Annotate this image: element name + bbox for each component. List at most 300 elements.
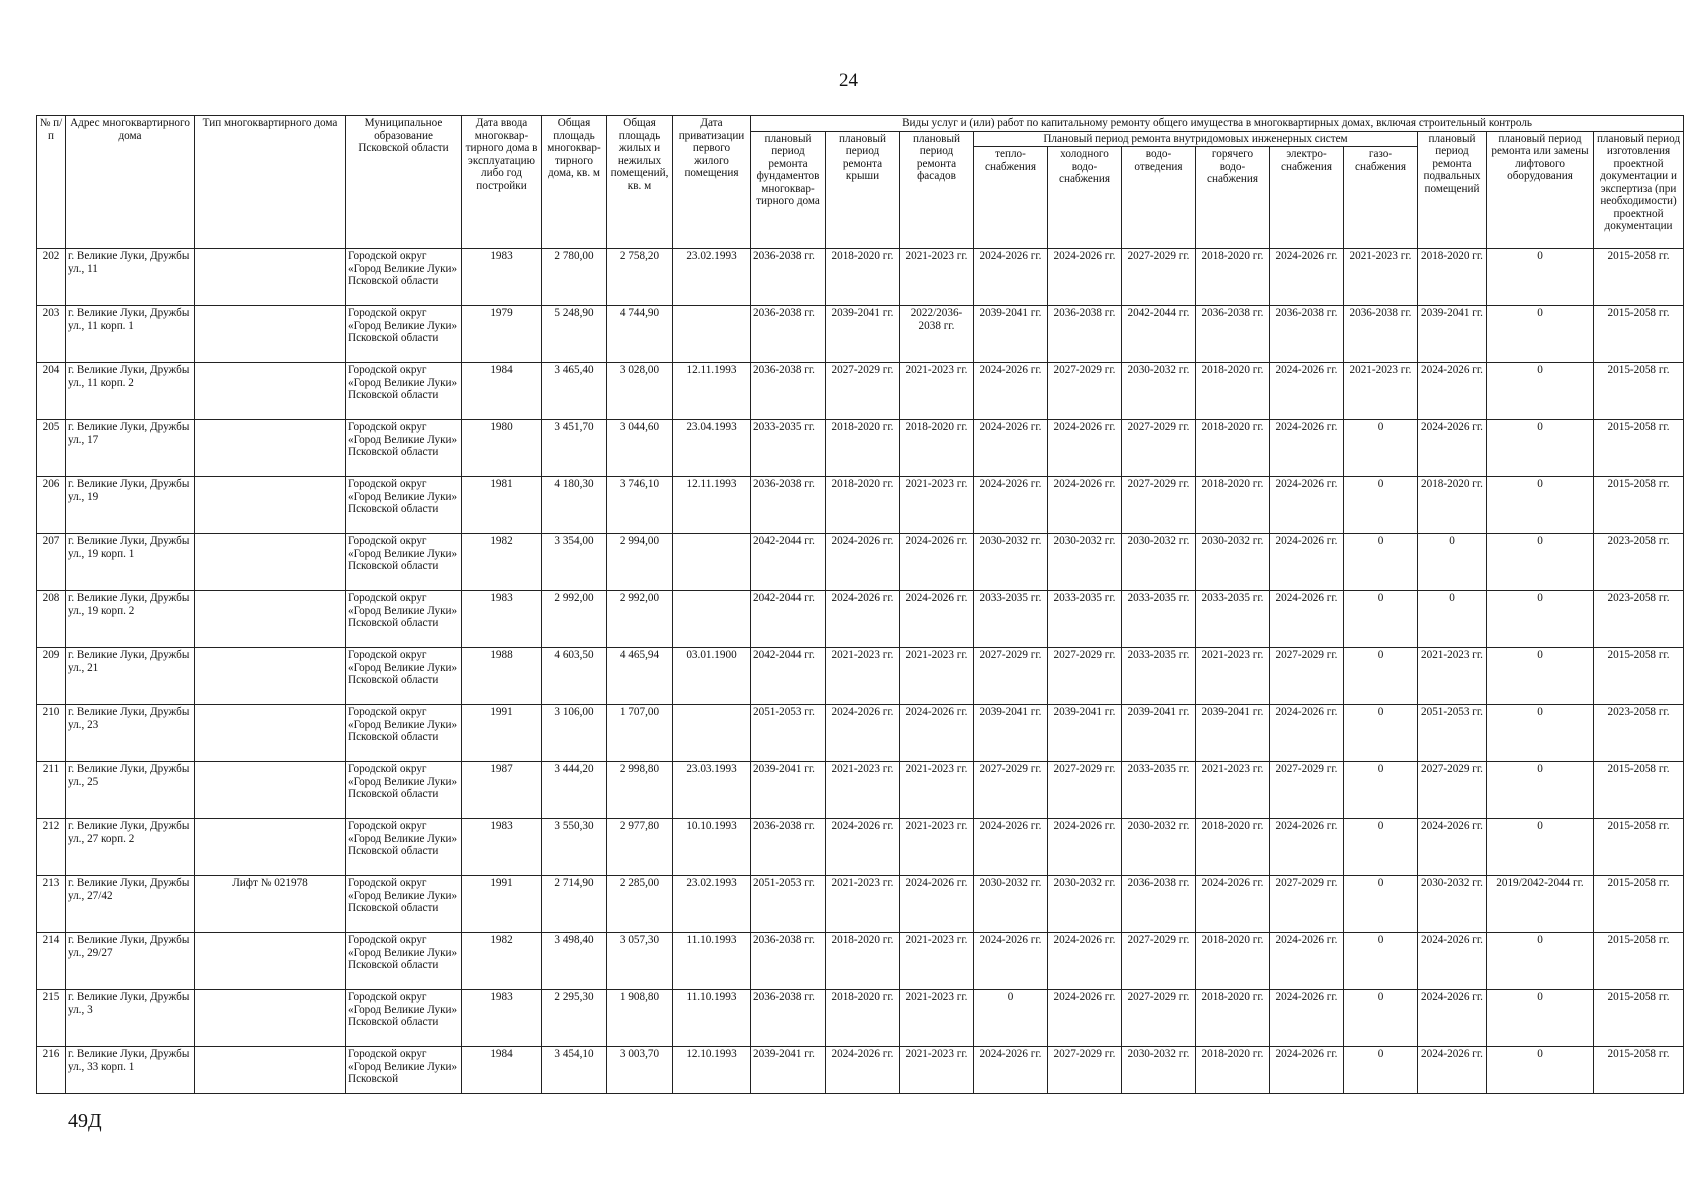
gas-cell: 0 — [1344, 990, 1418, 1047]
gas-cell: 2021-2023 гг. — [1344, 249, 1418, 306]
hot-water-cell: 2018-2020 гг. — [1196, 363, 1270, 420]
heat-cell: 2033-2035 гг. — [974, 591, 1048, 648]
heat-cell: 2030-2032 гг. — [974, 876, 1048, 933]
municipality-cell: Городской округ «Город Великие Луки» Псковской области — [346, 648, 462, 705]
municipality-cell: Городской округ «Город Великие Луки» Псковской области — [346, 249, 462, 306]
foundation-cell: 2036-2038 гг. — [751, 933, 826, 990]
design-docs-cell: 2015-2058 гг. — [1594, 249, 1684, 306]
roof-cell: 2018-2020 гг. — [826, 420, 900, 477]
residential-area-cell: 2 285,00 — [607, 876, 673, 933]
table-row — [37, 705, 1684, 762]
municipality-cell: Городской округ «Город Великие Луки» Псковской области — [346, 477, 462, 534]
facade-cell: 2024-2026 гг. — [900, 591, 974, 648]
gas-cell: 0 — [1344, 420, 1418, 477]
row-number: 211 — [37, 762, 66, 819]
design-docs-cell: 2023-2058 гг. — [1594, 705, 1684, 762]
row-number: 202 — [37, 249, 66, 306]
gas-cell: 0 — [1344, 477, 1418, 534]
privatization-date-cell: 11.10.1993 — [673, 990, 751, 1047]
residential-area-cell: 4 744,90 — [607, 306, 673, 363]
electric-cell: 2027-2029 гг. — [1270, 762, 1344, 819]
heat-cell: 2030-2032 гг. — [974, 534, 1048, 591]
row-number: 207 — [37, 534, 66, 591]
header-privatization-date: Дата приватизации первого жилого помещения — [673, 116, 751, 249]
table-row — [37, 591, 1684, 648]
header-sewer: водо-отведения — [1122, 147, 1196, 249]
privatization-date-cell — [673, 306, 751, 363]
cold-water-cell: 2027-2029 гг. — [1048, 1047, 1122, 1094]
sewer-cell: 2027-2029 гг. — [1122, 249, 1196, 306]
sewer-cell: 2042-2044 гг. — [1122, 306, 1196, 363]
table-row — [37, 534, 1684, 591]
heat-cell: 2024-2026 гг. — [974, 249, 1048, 306]
header-hot-water: горячего водо-снабжения — [1196, 147, 1270, 249]
total-area-cell: 3 498,40 — [542, 933, 607, 990]
roof-cell: 2018-2020 гг. — [826, 249, 900, 306]
address-cell: г. Великие Луки, Дружбы ул., 29/27 — [66, 933, 195, 990]
header-heat: тепло-снабжения — [974, 147, 1048, 249]
address-cell: г. Великие Луки, Дружбы ул., 27 корп. 2 — [66, 819, 195, 876]
residential-area-cell: 2 994,00 — [607, 534, 673, 591]
year-cell: 1991 — [462, 705, 542, 762]
electric-cell: 2036-2038 гг. — [1270, 306, 1344, 363]
basement-cell: 2021-2023 гг. — [1418, 648, 1487, 705]
hot-water-cell: 2018-2020 гг. — [1196, 819, 1270, 876]
address-cell: г. Великие Луки, Дружбы ул., 27/42 — [66, 876, 195, 933]
cold-water-cell: 2030-2032 гг. — [1048, 534, 1122, 591]
cold-water-cell: 2027-2029 гг. — [1048, 648, 1122, 705]
electric-cell: 2024-2026 гг. — [1270, 705, 1344, 762]
header-works-group: Виды услуг и (или) работ по капитальному ремонту общего имущества в многоквартирных домах, включая строительный контроль — [751, 116, 1684, 132]
design-docs-cell: 2015-2058 гг. — [1594, 933, 1684, 990]
sewer-cell: 2027-2029 гг. — [1122, 933, 1196, 990]
roof-cell: 2021-2023 гг. — [826, 762, 900, 819]
header-facade: плановый период ремонта фасадов — [900, 131, 974, 249]
cold-water-cell: 2030-2032 гг. — [1048, 876, 1122, 933]
privatization-date-cell: 03.01.1900 — [673, 648, 751, 705]
hot-water-cell: 2021-2023 гг. — [1196, 648, 1270, 705]
table-row — [37, 990, 1684, 1047]
house-type-cell — [195, 933, 346, 990]
year-cell: 1983 — [462, 249, 542, 306]
house-type-cell — [195, 363, 346, 420]
privatization-date-cell: 12.10.1993 — [673, 1047, 751, 1094]
total-area-cell: 3 454,10 — [542, 1047, 607, 1094]
header-roof: плановый период ремонта крыши — [826, 131, 900, 249]
house-type-cell — [195, 534, 346, 591]
electric-cell: 2024-2026 гг. — [1270, 990, 1344, 1047]
total-area-cell: 4 180,30 — [542, 477, 607, 534]
cold-water-cell: 2024-2026 гг. — [1048, 933, 1122, 990]
facade-cell: 2024-2026 гг. — [900, 876, 974, 933]
facade-cell: 2021-2023 гг. — [900, 933, 974, 990]
hot-water-cell: 2018-2020 гг. — [1196, 477, 1270, 534]
heat-cell: 2027-2029 гг. — [974, 648, 1048, 705]
header-commission-date: Дата ввода многоквар-тирного дома в эксплуатацию либо год постройки — [462, 116, 542, 249]
basement-cell: 2039-2041 гг. — [1418, 306, 1487, 363]
heat-cell: 2024-2026 гг. — [974, 819, 1048, 876]
total-area-cell: 3 106,00 — [542, 705, 607, 762]
address-cell: г. Великие Луки, Дружбы ул., 11 — [66, 249, 195, 306]
residential-area-cell: 3 044,60 — [607, 420, 673, 477]
house-type-cell — [195, 762, 346, 819]
municipality-cell: Городской округ «Город Великие Луки» Псковской области — [346, 306, 462, 363]
year-cell: 1983 — [462, 990, 542, 1047]
total-area-cell: 3 465,40 — [542, 363, 607, 420]
facade-cell: 2018-2020 гг. — [900, 420, 974, 477]
municipality-cell: Городской округ «Город Великие Луки» Псковской области — [346, 363, 462, 420]
total-area-cell: 3 354,00 — [542, 534, 607, 591]
total-area-cell: 2 780,00 — [542, 249, 607, 306]
total-area-cell: 2 295,30 — [542, 990, 607, 1047]
roof-cell: 2039-2041 гг. — [826, 306, 900, 363]
table-row — [37, 363, 1684, 420]
electric-cell: 2024-2026 гг. — [1270, 420, 1344, 477]
roof-cell: 2018-2020 гг. — [826, 990, 900, 1047]
privatization-date-cell: 23.04.1993 — [673, 420, 751, 477]
gas-cell: 0 — [1344, 648, 1418, 705]
basement-cell: 2024-2026 гг. — [1418, 933, 1487, 990]
house-type-cell — [195, 1047, 346, 1094]
address-cell: г. Великие Луки, Дружбы ул., 11 корп. 1 — [66, 306, 195, 363]
header-municipality: Муниципальное образование Псковской области — [346, 116, 462, 249]
header-residential-area: Общая площадь жилых и нежилых помещений, кв. м — [607, 116, 673, 249]
sewer-cell: 2030-2032 гг. — [1122, 363, 1196, 420]
gas-cell: 2021-2023 гг. — [1344, 363, 1418, 420]
row-number: 213 — [37, 876, 66, 933]
house-type-cell — [195, 249, 346, 306]
electric-cell: 2024-2026 гг. — [1270, 249, 1344, 306]
foundation-cell: 2051-2053 гг. — [751, 705, 826, 762]
design-docs-cell: 2015-2058 гг. — [1594, 876, 1684, 933]
basement-cell: 0 — [1418, 591, 1487, 648]
sewer-cell: 2033-2035 гг. — [1122, 762, 1196, 819]
year-cell: 1988 — [462, 648, 542, 705]
municipality-cell: Городской округ «Город Великие Луки» Псковской области — [346, 819, 462, 876]
header-basement: плановый период ремонта подвальных помещений — [1418, 131, 1487, 249]
table-row — [37, 249, 1684, 306]
row-number: 203 — [37, 306, 66, 363]
sewer-cell: 2039-2041 гг. — [1122, 705, 1196, 762]
privatization-date-cell: 12.11.1993 — [673, 363, 751, 420]
hot-water-cell: 2039-2041 гг. — [1196, 705, 1270, 762]
year-cell: 1987 — [462, 762, 542, 819]
header-gas: газо-снабжения — [1344, 147, 1418, 249]
total-area-cell: 3 451,70 — [542, 420, 607, 477]
lift-cell: 0 — [1487, 1047, 1594, 1094]
address-cell: г. Великие Луки, Дружбы ул., 33 корп. 1 — [66, 1047, 195, 1094]
foundation-cell: 2039-2041 гг. — [751, 762, 826, 819]
row-number: 206 — [37, 477, 66, 534]
residential-area-cell: 2 992,00 — [607, 591, 673, 648]
table-row — [37, 1047, 1684, 1094]
table-row — [37, 477, 1684, 534]
residential-area-cell: 2 758,20 — [607, 249, 673, 306]
privatization-date-cell — [673, 591, 751, 648]
facade-cell: 2021-2023 гг. — [900, 819, 974, 876]
residential-area-cell: 1 707,00 — [607, 705, 673, 762]
total-area-cell: 3 550,30 — [542, 819, 607, 876]
design-docs-cell: 2015-2058 гг. — [1594, 306, 1684, 363]
electric-cell: 2027-2029 гг. — [1270, 648, 1344, 705]
lift-cell: 0 — [1487, 534, 1594, 591]
basement-cell: 2024-2026 гг. — [1418, 819, 1487, 876]
lift-cell: 0 — [1487, 819, 1594, 876]
electric-cell: 2024-2026 гг. — [1270, 534, 1344, 591]
lift-cell: 0 — [1487, 363, 1594, 420]
cold-water-cell: 2024-2026 гг. — [1048, 249, 1122, 306]
electric-cell: 2024-2026 гг. — [1270, 933, 1344, 990]
privatization-date-cell: 23.02.1993 — [673, 876, 751, 933]
electric-cell: 2024-2026 гг. — [1270, 819, 1344, 876]
table-row — [37, 819, 1684, 876]
total-area-cell: 5 248,90 — [542, 306, 607, 363]
cold-water-cell: 2024-2026 гг. — [1048, 420, 1122, 477]
residential-area-cell: 3 746,10 — [607, 477, 673, 534]
foundation-cell: 2042-2044 гг. — [751, 591, 826, 648]
municipality-cell: Городской округ «Город Великие Луки» Псковской области — [346, 534, 462, 591]
lift-cell: 0 — [1487, 249, 1594, 306]
lift-cell: 0 — [1487, 933, 1594, 990]
electric-cell: 2024-2026 гг. — [1270, 1047, 1344, 1094]
capital-repair-table — [36, 115, 1684, 1094]
basement-cell: 2024-2026 гг. — [1418, 363, 1487, 420]
design-docs-cell: 2015-2058 гг. — [1594, 420, 1684, 477]
table-row — [37, 420, 1684, 477]
year-cell: 1980 — [462, 420, 542, 477]
municipality-cell: Городской округ «Город Великие Луки» Псковской области — [346, 591, 462, 648]
basement-cell: 2024-2026 гг. — [1418, 420, 1487, 477]
electric-cell: 2024-2026 гг. — [1270, 477, 1344, 534]
hot-water-cell: 2033-2035 гг. — [1196, 591, 1270, 648]
house-type-cell — [195, 990, 346, 1047]
hot-water-cell: 2018-2020 гг. — [1196, 420, 1270, 477]
hot-water-cell: 2018-2020 гг. — [1196, 1047, 1270, 1094]
municipality-cell: Городской округ «Город Великие Луки» Псковской области — [346, 933, 462, 990]
municipality-cell: Городской округ «Город Великие Луки» Псковской области — [346, 705, 462, 762]
residential-area-cell: 2 977,80 — [607, 819, 673, 876]
hot-water-cell: 2021-2023 гг. — [1196, 762, 1270, 819]
residential-area-cell: 3 003,70 — [607, 1047, 673, 1094]
facade-cell: 2024-2026 гг. — [900, 705, 974, 762]
row-number: 208 — [37, 591, 66, 648]
year-cell: 1982 — [462, 534, 542, 591]
residential-area-cell: 2 998,80 — [607, 762, 673, 819]
year-cell: 1983 — [462, 819, 542, 876]
residential-area-cell: 3 028,00 — [607, 363, 673, 420]
facade-cell: 2022/2036-2038 гг. — [900, 306, 974, 363]
table-row — [37, 876, 1684, 933]
foundation-cell: 2036-2038 гг. — [751, 819, 826, 876]
year-cell: 1991 — [462, 876, 542, 933]
privatization-date-cell: 23.03.1993 — [673, 762, 751, 819]
lift-cell: 0 — [1487, 648, 1594, 705]
address-cell: г. Великие Луки, Дружбы ул., 19 корп. 2 — [66, 591, 195, 648]
address-cell: г. Великие Луки, Дружбы ул., 19 корп. 1 — [66, 534, 195, 591]
heat-cell: 2027-2029 гг. — [974, 762, 1048, 819]
foundation-cell: 2036-2038 гг. — [751, 306, 826, 363]
year-cell: 1982 — [462, 933, 542, 990]
sewer-cell: 2027-2029 гг. — [1122, 420, 1196, 477]
cold-water-cell: 2027-2029 гг. — [1048, 762, 1122, 819]
heat-cell: 2039-2041 гг. — [974, 306, 1048, 363]
sewer-cell: 2027-2029 гг. — [1122, 990, 1196, 1047]
foundation-cell: 2042-2044 гг. — [751, 648, 826, 705]
address-cell: г. Великие Луки, Дружбы ул., 21 — [66, 648, 195, 705]
table-row — [37, 306, 1684, 363]
facade-cell: 2021-2023 гг. — [900, 648, 974, 705]
basement-cell: 2051-2053 гг. — [1418, 705, 1487, 762]
sewer-cell: 2030-2032 гг. — [1122, 534, 1196, 591]
cold-water-cell: 2024-2026 гг. — [1048, 477, 1122, 534]
header-design-docs: плановый период изготовления проектной документации и экспертиза (при необходимости) проектной документации — [1594, 131, 1684, 249]
privatization-date-cell — [673, 705, 751, 762]
heat-cell: 2024-2026 гг. — [974, 1047, 1048, 1094]
foundation-cell: 2033-2035 гг. — [751, 420, 826, 477]
lift-cell: 0 — [1487, 591, 1594, 648]
total-area-cell: 2 992,00 — [542, 591, 607, 648]
roof-cell: 2021-2023 гг. — [826, 648, 900, 705]
privatization-date-cell: 11.10.1993 — [673, 933, 751, 990]
foundation-cell: 2042-2044 гг. — [751, 534, 826, 591]
sewer-cell: 2033-2035 гг. — [1122, 591, 1196, 648]
facade-cell: 2021-2023 гг. — [900, 1047, 974, 1094]
hot-water-cell: 2018-2020 гг. — [1196, 990, 1270, 1047]
sewer-cell: 2030-2032 гг. — [1122, 819, 1196, 876]
row-number: 214 — [37, 933, 66, 990]
sewer-cell: 2033-2035 гг. — [1122, 648, 1196, 705]
roof-cell: 2024-2026 гг. — [826, 819, 900, 876]
cold-water-cell: 2033-2035 гг. — [1048, 591, 1122, 648]
year-cell: 1984 — [462, 363, 542, 420]
hot-water-cell: 2018-2020 гг. — [1196, 249, 1270, 306]
gas-cell: 0 — [1344, 876, 1418, 933]
residential-area-cell: 1 908,80 — [607, 990, 673, 1047]
table-row — [37, 648, 1684, 705]
cold-water-cell: 2039-2041 гг. — [1048, 705, 1122, 762]
residential-area-cell: 3 057,30 — [607, 933, 673, 990]
roof-cell: 2024-2026 гг. — [826, 1047, 900, 1094]
footer-code: 49Д — [68, 1110, 102, 1132]
house-type-cell — [195, 648, 346, 705]
gas-cell: 0 — [1344, 933, 1418, 990]
year-cell: 1984 — [462, 1047, 542, 1094]
house-type-cell — [195, 705, 346, 762]
basement-cell: 2018-2020 гг. — [1418, 477, 1487, 534]
heat-cell: 2024-2026 гг. — [974, 363, 1048, 420]
house-type-cell — [195, 306, 346, 363]
total-area-cell: 2 714,90 — [542, 876, 607, 933]
heat-cell: 2024-2026 гг. — [974, 477, 1048, 534]
foundation-cell: 2036-2038 гг. — [751, 249, 826, 306]
electric-cell: 2027-2029 гг. — [1270, 876, 1344, 933]
roof-cell: 2018-2020 гг. — [826, 477, 900, 534]
row-number: 204 — [37, 363, 66, 420]
lift-cell: 0 — [1487, 705, 1594, 762]
lift-cell: 0 — [1487, 420, 1594, 477]
address-cell: г. Великие Луки, Дружбы ул., 3 — [66, 990, 195, 1047]
row-number: 215 — [37, 990, 66, 1047]
gas-cell: 0 — [1344, 705, 1418, 762]
header-cold-water: холодного водо-снабжения — [1048, 147, 1122, 249]
design-docs-cell: 2015-2058 гг. — [1594, 1047, 1684, 1094]
row-number: 205 — [37, 420, 66, 477]
basement-cell: 2027-2029 гг. — [1418, 762, 1487, 819]
foundation-cell: 2051-2053 гг. — [751, 876, 826, 933]
gas-cell: 0 — [1344, 534, 1418, 591]
hot-water-cell: 2030-2032 гг. — [1196, 534, 1270, 591]
year-cell: 1979 — [462, 306, 542, 363]
design-docs-cell: 2015-2058 гг. — [1594, 819, 1684, 876]
house-type-cell — [195, 819, 346, 876]
privatization-date-cell — [673, 534, 751, 591]
hot-water-cell: 2036-2038 гг. — [1196, 306, 1270, 363]
design-docs-cell: 2015-2058 гг. — [1594, 648, 1684, 705]
header-foundation: плановый период ремонта фундаментов многоквар-тирного дома — [751, 131, 826, 249]
heat-cell: 2024-2026 гг. — [974, 420, 1048, 477]
municipality-cell: Городской округ «Город Великие Луки» Псковской области — [346, 762, 462, 819]
header-engineering-systems: Плановый период ремонта внутридомовых инженерных систем — [974, 131, 1418, 147]
page-number: 24 — [839, 70, 858, 91]
design-docs-cell: 2015-2058 гг. — [1594, 363, 1684, 420]
address-cell: г. Великие Луки, Дружбы ул., 25 — [66, 762, 195, 819]
year-cell: 1983 — [462, 591, 542, 648]
basement-cell: 2030-2032 гг. — [1418, 876, 1487, 933]
gas-cell: 0 — [1344, 819, 1418, 876]
header-electric: электро-снабжения — [1270, 147, 1344, 249]
gas-cell: 0 — [1344, 591, 1418, 648]
facade-cell: 2021-2023 гг. — [900, 990, 974, 1047]
address-cell: г. Великие Луки, Дружбы ул., 17 — [66, 420, 195, 477]
header-num: № п/п — [37, 116, 66, 249]
sewer-cell: 2036-2038 гг. — [1122, 876, 1196, 933]
privatization-date-cell: 10.10.1993 — [673, 819, 751, 876]
row-number: 212 — [37, 819, 66, 876]
facade-cell: 2021-2023 гг. — [900, 477, 974, 534]
row-number: 209 — [37, 648, 66, 705]
foundation-cell: 2036-2038 гг. — [751, 477, 826, 534]
design-docs-cell: 2023-2058 гг. — [1594, 534, 1684, 591]
basement-cell: 0 — [1418, 534, 1487, 591]
privatization-date-cell: 23.02.1993 — [673, 249, 751, 306]
heat-cell: 0 — [974, 990, 1048, 1047]
sewer-cell: 2030-2032 гг. — [1122, 1047, 1196, 1094]
lift-cell: 0 — [1487, 990, 1594, 1047]
lift-cell: 2019/2042-2044 гг. — [1487, 876, 1594, 933]
municipality-cell: Городской округ «Город Великие Луки» Псковской области — [346, 420, 462, 477]
lift-cell: 0 — [1487, 306, 1594, 363]
facade-cell: 2021-2023 гг. — [900, 249, 974, 306]
house-type-cell — [195, 477, 346, 534]
house-type-cell — [195, 591, 346, 648]
cold-water-cell: 2024-2026 гг. — [1048, 819, 1122, 876]
basement-cell: 2024-2026 гг. — [1418, 990, 1487, 1047]
foundation-cell: 2036-2038 гг. — [751, 990, 826, 1047]
address-cell: г. Великие Луки, Дружбы ул., 19 — [66, 477, 195, 534]
table-body — [37, 249, 1684, 1094]
sewer-cell: 2027-2029 гг. — [1122, 477, 1196, 534]
gas-cell: 2036-2038 гг. — [1344, 306, 1418, 363]
total-area-cell: 3 444,20 — [542, 762, 607, 819]
electric-cell: 2024-2026 гг. — [1270, 591, 1344, 648]
design-docs-cell: 2015-2058 гг. — [1594, 762, 1684, 819]
header-lift: плановый период ремонта или замены лифтового оборудования — [1487, 131, 1594, 249]
header-total-area: Общая площадь многоквар-тирного дома, кв. м — [542, 116, 607, 249]
municipality-cell: Городской округ «Город Великие Луки» Псковской области — [346, 876, 462, 933]
design-docs-cell: 2015-2058 гг. — [1594, 477, 1684, 534]
lift-cell: 0 — [1487, 762, 1594, 819]
privatization-date-cell: 12.11.1993 — [673, 477, 751, 534]
